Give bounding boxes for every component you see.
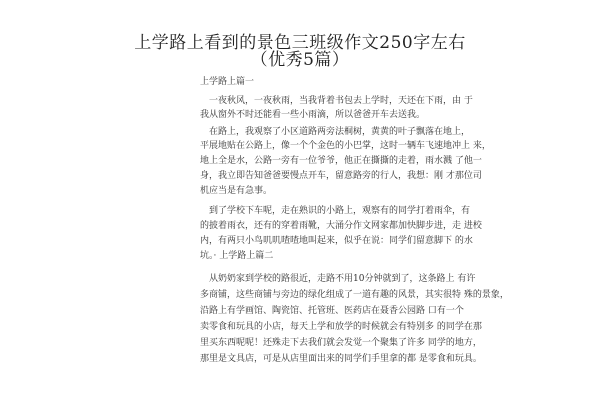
text-line: 的披着雨衣，还有的穿着雨靴，大涌分作文网家都加快脚步进，走 进校 xyxy=(200,221,482,231)
document-subtitle: （优秀5篇） xyxy=(250,50,350,70)
section-heading: 上学路上篇一 xyxy=(200,77,255,87)
text-line: 平展地贴在公路上，像一个个金色的小巴掌，这时一辆车飞速地冲上 来， xyxy=(200,141,491,151)
text-line: 地上全是水，公路一旁有一位爷爷，他正在撕撕的走着，雨水溅 了他一 xyxy=(200,156,482,166)
text-line: 从奶奶家到学校的路很近，走路不用10分钟就到了，这条路上 有许 xyxy=(209,274,476,284)
text-line: 在路上，我观察了小区道路两旁法桐树，黄黄的叶子飘落在地上， xyxy=(209,127,471,137)
text-line: 内，有两只小鸟叽叽喳喳地叫起来，似乎在说：同学们留意脚下 的水 xyxy=(200,236,473,246)
text-line: 那里是文具店，可是从店里面出来的同学们手里拿的都 是零食和玩具。 xyxy=(200,354,482,364)
text-line: 身，我立即告知爸爸要慢点开车，留意路旁的行人，我想：刚 才那位司 xyxy=(200,171,482,181)
text-line: 里买东西呢呢！还殊走下去我们就会发觉一个聚集了许多 同学的地方， xyxy=(200,338,482,348)
text-line: 卖零食和玩具的小店，每天上学和放学的时候就会有特别多 的同学在那 xyxy=(200,322,482,332)
text-line: 一夜秋风，一夜秋雨，当我背着书包去上学时，天还在下雨，由 于 xyxy=(209,96,473,106)
text-line: 到了学校下车呢，走在熟识的小路上，观察有的同学打着雨伞，有 xyxy=(209,206,471,216)
text-line: 机应当是有急事。 xyxy=(200,186,273,196)
text-line: 多商铺，这些商铺与旁边的绿化组成了一道有趣的风景，其实很特 殊的景象， xyxy=(200,290,509,300)
document-title: 上学路上看到的景色三班级作文250字左右 xyxy=(134,33,466,53)
text-line: 坑。· 上学路上篇二 xyxy=(200,251,274,261)
text-line: 我从窗外不时还能看一些小雨滴，所以爸爸开车去送我。 xyxy=(200,110,426,120)
text-line: 沿路上有学画馆、陶瓷馆、托管班、医药店在聂香公园路 口有一个 xyxy=(200,306,464,316)
